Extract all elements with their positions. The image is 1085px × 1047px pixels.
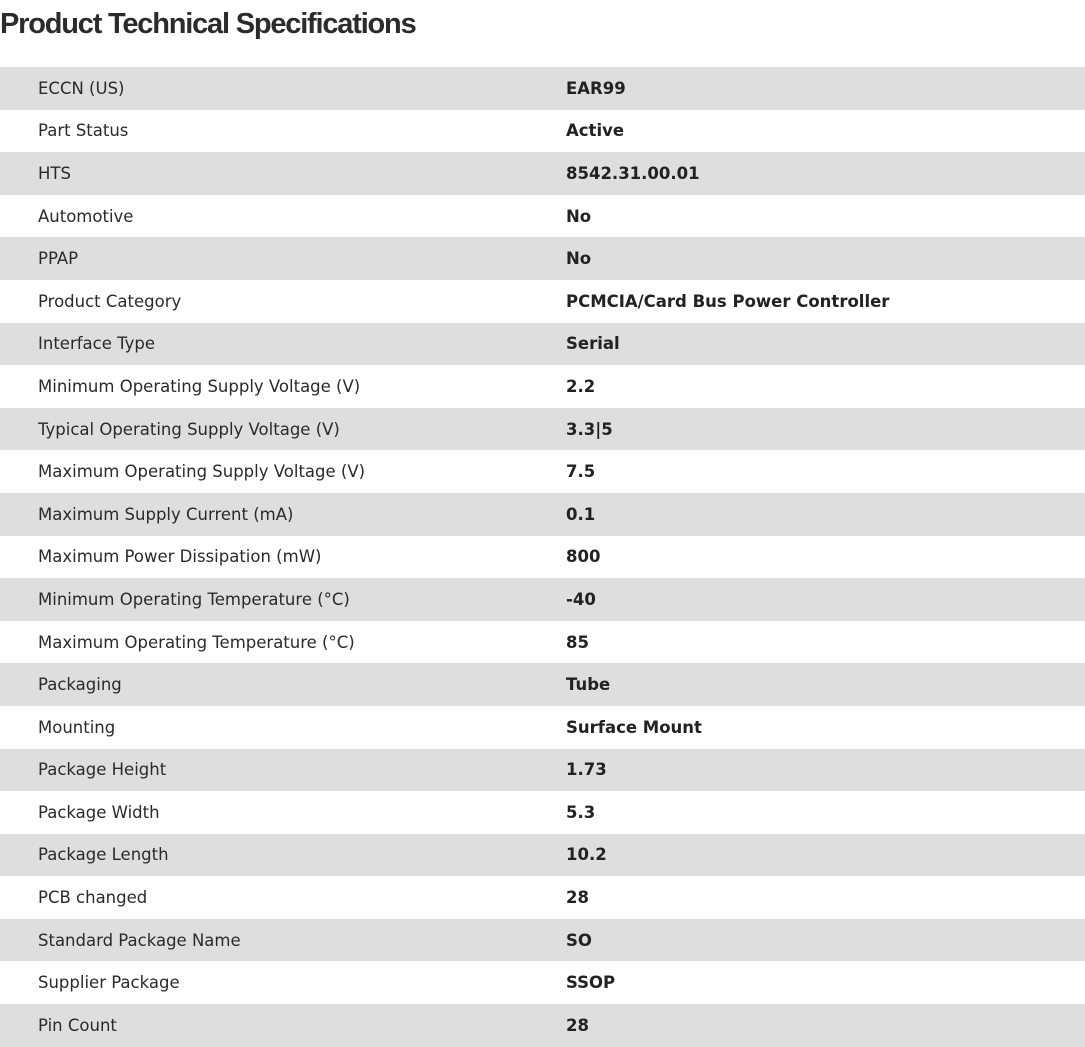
spec-value: Active <box>566 121 625 141</box>
spec-row <box>0 493 1085 536</box>
spec-value: 7.5 <box>566 462 596 482</box>
spec-label: Product Category <box>38 291 182 311</box>
spec-row <box>0 834 1085 877</box>
spec-label: Package Width <box>38 802 160 822</box>
spec-row <box>0 450 1085 493</box>
spec-value: 1.73 <box>566 760 607 780</box>
spec-table <box>0 67 1085 1047</box>
spec-label: Package Height <box>38 760 167 780</box>
spec-value: No <box>566 249 592 269</box>
spec-value: 800 <box>566 547 601 567</box>
spec-value: No <box>566 206 592 226</box>
spec-row <box>0 578 1085 621</box>
spec-value: 10.2 <box>566 845 607 865</box>
spec-value: Tube <box>566 675 611 695</box>
spec-label: Maximum Supply Current (mA) <box>38 504 294 524</box>
spec-label: PCB changed <box>38 888 148 908</box>
spec-label: Typical Operating Supply Voltage (V) <box>38 419 340 439</box>
spec-row <box>0 919 1085 962</box>
spec-value: SSOP <box>566 973 616 993</box>
spec-value: SO <box>566 930 592 950</box>
spec-row <box>0 706 1085 749</box>
spec-row <box>0 536 1085 579</box>
spec-label: Maximum Operating Temperature (°C) <box>38 632 355 652</box>
spec-row <box>0 152 1085 195</box>
spec-row <box>0 67 1085 110</box>
spec-value: 85 <box>566 632 589 652</box>
spec-value: 2.2 <box>566 376 596 396</box>
spec-label: Minimum Operating Supply Voltage (V) <box>38 376 361 396</box>
spec-label: Part Status <box>38 121 129 141</box>
spec-value: PCMCIA/Card Bus Power Controller <box>566 291 890 311</box>
spec-label: Maximum Operating Supply Voltage (V) <box>38 462 366 482</box>
spec-label: Automotive <box>38 206 134 226</box>
spec-row <box>0 280 1085 323</box>
spec-value: 28 <box>566 888 589 908</box>
spec-row <box>0 408 1085 451</box>
spec-label: Maximum Power Dissipation (mW) <box>38 547 322 567</box>
spec-row <box>0 791 1085 834</box>
spec-value: Surface Mount <box>566 717 702 737</box>
spec-value: -40 <box>566 589 596 609</box>
spec-label: ECCN (US) <box>38 78 125 98</box>
spec-label: Packaging <box>38 675 122 695</box>
spec-value: 0.1 <box>566 504 596 524</box>
spec-label: Standard Package Name <box>38 930 241 950</box>
spec-row <box>0 323 1085 366</box>
spec-row <box>0 1004 1085 1047</box>
spec-value: 28 <box>566 1015 589 1035</box>
page-title: Product Technical Specifications <box>0 8 416 40</box>
spec-row <box>0 876 1085 919</box>
spec-row <box>0 237 1085 280</box>
spec-row <box>0 621 1085 664</box>
spec-label: HTS <box>38 163 71 183</box>
spec-row <box>0 663 1085 706</box>
spec-value: 8542.31.00.01 <box>566 163 700 183</box>
spec-row <box>0 195 1085 238</box>
spec-value: 5.3 <box>566 802 596 822</box>
spec-value: 3.3|5 <box>566 419 613 439</box>
spec-label: Mounting <box>38 717 116 737</box>
spec-row <box>0 961 1085 1004</box>
spec-label: Supplier Package <box>38 973 180 993</box>
spec-label: Minimum Operating Temperature (°C) <box>38 589 350 609</box>
spec-row <box>0 365 1085 408</box>
spec-label: Interface Type <box>38 334 156 354</box>
spec-label: Package Length <box>38 845 169 865</box>
spec-value: Serial <box>566 334 620 354</box>
spec-value: EAR99 <box>566 78 626 98</box>
spec-label: PPAP <box>38 249 79 269</box>
spec-row <box>0 749 1085 792</box>
spec-row <box>0 110 1085 153</box>
spec-label: Pin Count <box>38 1015 117 1035</box>
